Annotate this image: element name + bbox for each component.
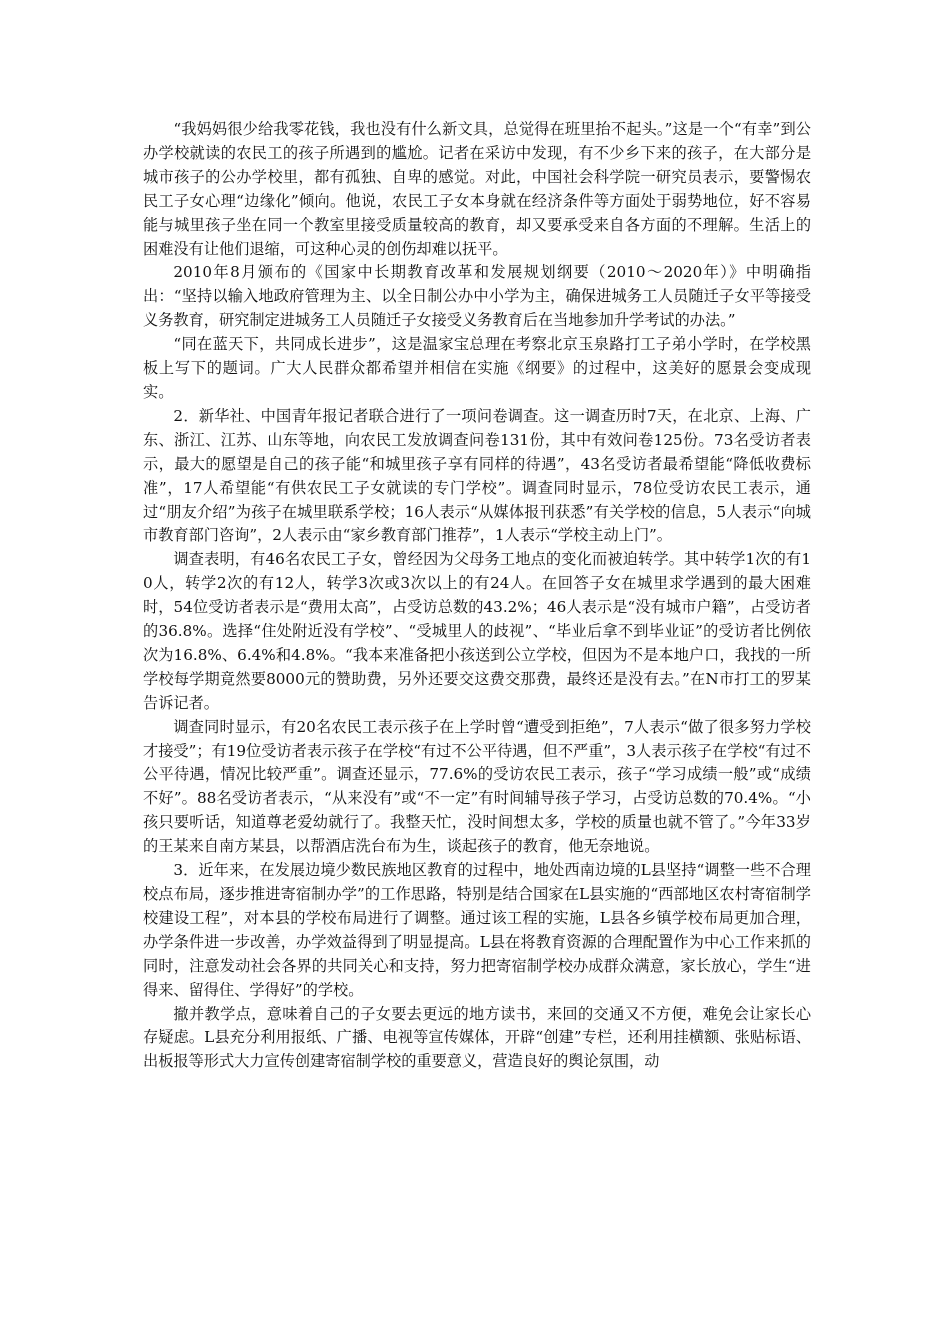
paragraph-3: “同在蓝天下，共同成长进步”，这是温家宝总理在考察北京玉泉路打工子弟小学时，在学校黑板上写下的题词。广大人民群众都希望并相信在实施《纲要》的过程中，这美好的愿景会变成现实。 xyxy=(143,335,811,401)
paragraph-8: 撤并教学点，意味着自己的子女要去更远的地方读书，来回的交通又不方便，难免会让家长心存疑虑。L县充分利用报纸、广播、电视等宣传媒体，开辟“创建”专栏，还利用挂横额、张贴标语、出板报等形式大力宣传创建寄宿制学校的重要意义，营造良好的舆论氛围，动 xyxy=(143,1004,811,1071)
paragraph-7: 3．近年来，在发展边境少数民族地区教育的过程中，地处西南边境的L县坚持“调整一些不合理校点布局，逐步推进寄宿制办学”的工作思路，特别是结合国家在L县实施的“西部地区农村寄宿制学校建设工程”，对本县的学校布局进行了调整。通过该工程的实施，L县各乡镇学校布局更加合理，办学条件进一步改善，办学效益得到了明显提高。L县在将教育资源的合理配置作为中心工作来抓的同时，注意发动社会各界的共同关心和支持，努力把寄宿制学校办成群众满意，家长放心，学生“进得来、留得住、学得好”的学校。 xyxy=(143,861,811,999)
paragraph-1: “我妈妈很少给我零花钱，我也没有什么新文具，总觉得在班里抬不起头。”这是一个“有幸”到公办学校就读的农民工的孩子所遇到的尴尬。记者在采访中发现，有不少乡下来的孩子，在大部分是城市孩子的公办学校里，都有孤独、自卑的感觉。对此，中国社会科学院一研究员表示，要警惕农民工子女心理“边缘化”倾向。他说，农民工子女本身就在经济条件等方面处于弱势地位，好不容易能与城里孩子坐在同一个教室里接受质量较高的教育，却又要承受来自各方面的不理解。生活上的困难没有让他们退缩，可这种心灵的创伤却难以抚平。 xyxy=(143,120,811,258)
paragraph-5: 调查表明，有46名农民工子女，曾经因为父母务工地点的变化而被迫转学。其中转学1次的有10人，转学2次的有12人，转学3次或3次以上的有24人。在回答子女在城里求学遇到的最大困难时，54位受访者表示是“费用太高”，占受访总数的43.2%；46人表示是“没有城市户籍”，占受访者的36.8%。选择“住处附近没有学校”、“受城里人的歧视”、“毕业后拿不到毕业证”的受访者比例依次为16.8%、6.4%和4.8%。“我本来准备把小孩送到公立学校，但因为不是本地户口，我找的一所学校每学期竟然要8000元的赞助费，另外还要交这费交那费，最终还是没有去。”在N市打工的罗某告诉记者。 xyxy=(143,550,811,712)
paragraph-6: 调查同时显示，有20名农民工表示孩子在上学时曾“遭受到拒绝”，7人表示“做了很多努力学校才接受”；有19位受访者表示孩子在学校“有过不公平待遇，但不严重”，3人表示孩子在学校“有过不公平待遇，情况比较严重”。调查还显示，77.6%的受访农民工表示，孩子“学习成绩一般”或“成绩不好”。88名受访者表示，“从来没有”或“不一定”有时间辅导孩子学习，占受访总数的70.4%。“小孩只要听话，知道尊老爱幼就行了。我整天忙，没时间想太多，学校的质量也就不管了。”今年33岁的王某来自南方某县，以帮酒店洗台布为生，谈起孩子的教育，他无奈地说。 xyxy=(143,717,811,856)
paragraph-4: 2．新华社、中国青年报记者联合进行了一项问卷调查。这一调查历时7天，在北京、上海、广东、浙江、江苏、山东等地，向农民工发放调查问卷131份，其中有效问卷125份。73名受访者表示，最大的愿望是自己的孩子能“和城里孩子享有同样的待遇”，43名受访者最希望能“降低收费标准”，17人希望能“有供农民工子女就读的专门学校”。调查同时显示，78位受访农民工表示，通过“朋友介绍”为孩子在城里联系学校；16人表示“从媒体报刊获悉”有关学校的信息，5人表示“向城市教育部门咨询”，2人表示由“家乡教育部门推荐”，1人表示“学校主动上门”。 xyxy=(143,406,811,545)
document-body xyxy=(143,118,811,1074)
paragraph-2: 2010年8月颁布的《国家中长期教育改革和发展规划纲要（2010～2020年）》中明确指出：“坚持以输入地政府管理为主、以全日制公办中小学为主，确保进城务工人员随迁子女平等接受义务教育，研究制定进城务工人员随迁子女接受义务教育后在当地参加升学考试的办法。” xyxy=(143,263,811,330)
